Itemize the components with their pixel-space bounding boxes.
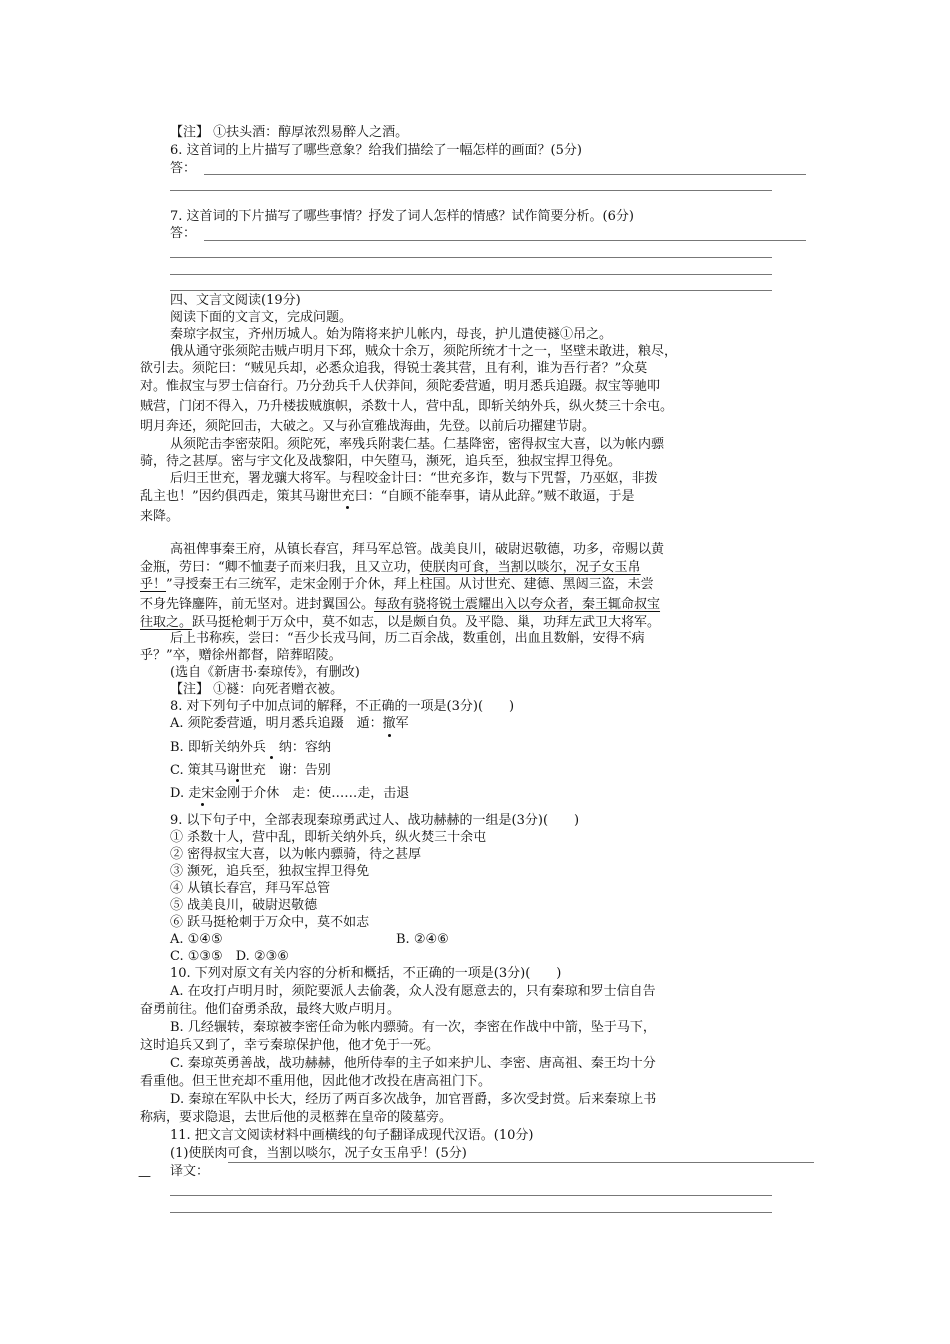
q10-option-c-cont[interactable]: 看重他。但王世充却不重用他，因此他才改投在唐高祖门下。 [140, 1074, 492, 1089]
q8-option-a[interactable]: A. 须陀委营遁，明月悉兵追蹑 遁：撤军 [170, 716, 409, 731]
answer-label-6: 答： [170, 161, 197, 176]
question-11: 11. 把文言文阅读材料中画横线的句子翻译成现代汉语。(10分) [170, 1128, 534, 1143]
emphasis-dot [270, 756, 273, 759]
q9-item-3: ③ 濒死，追兵至，独叔宝捍卫得免 [170, 864, 370, 879]
q10-option-a-cont[interactable]: 奋勇前往。他们奋勇杀敌，最终大败卢明月。 [140, 1002, 401, 1017]
underlined-sentence-2: 每敌有骁将锐士震耀出入以夸众者，秦王辄命叔宝 [374, 597, 661, 612]
underlined-sentence-1-end: 乎！ [140, 577, 167, 592]
passage-line: 骑，待之甚厚。密与宇文化及战黎阳，中矢堕马，濒死，追兵至，独叔宝捍卫得免。 [140, 454, 622, 469]
answer-line[interactable] [170, 190, 772, 191]
underlined-sentence-1: 使朕肉可食，当割以啖尔，况子女玉帛 [419, 560, 641, 575]
passage-line: 明月奔还，须陀回击，大破之。又与孙宣雅战海曲，先登。以前后功擢建节尉。 [140, 419, 596, 434]
passage-text: 跃马挺枪刺于万众中，莫不如志，以是颇自负。及平隐、巢，功拜左武卫大将军。 [192, 615, 661, 630]
passage-text: ”寻授秦王右三统军，走宋金刚于介休，拜上柱国。从讨世充、建德、黑闼三盗，未尝 [166, 577, 654, 592]
answer-line[interactable] [204, 240, 806, 241]
q10-option-b-cont[interactable]: 这时追兵又到了，幸亏秦琼保护他，他才免于一死。 [140, 1038, 440, 1053]
answer-line[interactable] [170, 274, 772, 275]
emphasis-dot [236, 779, 239, 782]
emphasis-dot [388, 734, 391, 737]
passage-line [140, 576, 654, 594]
poem-note: 【注】 ①扶头酒：醇厚浓烈易醉人之酒。 [170, 125, 409, 140]
q11-sentence-1: (1)使朕肉可食，当割以啖尔，况子女玉帛乎！(5分) [170, 1146, 467, 1161]
section-title: 四、文言文阅读(19分) [170, 293, 301, 308]
q8-option-b[interactable]: B. 即斩关纳外兵 纳：容纳 [170, 740, 331, 755]
q8-option-d[interactable]: D. 走宋金刚于介休 走：使……走，击退 [170, 786, 410, 801]
q10-option-b[interactable]: B. 几经辗转，秦琼被李密任命为帐内骠骑。有一次，李密在作战中中箭，坠于马下， [170, 1020, 656, 1035]
question-6: 6. 这首词的上片描写了哪些意象？给我们描绘了一幅怎样的画面？(5分) [170, 143, 582, 158]
q9-option-a[interactable]: A. ①④⑤ [170, 932, 223, 947]
q9-item-4: ④ 从镇长春宫，拜马军总管 [170, 881, 331, 896]
line-dash: — [138, 1169, 151, 1184]
passage-line [140, 596, 660, 614]
passage-line: 从须陀击李密荥阳。须陀死，率残兵附裴仁基。仁基降密，密得叔宝大喜，以为帐内骠 [170, 437, 665, 452]
emphasis-dot [346, 506, 349, 509]
answer-line[interactable] [204, 174, 806, 175]
q9-item-2: ② 密得叔宝大喜，以为帐内骠骑，待之甚厚 [170, 847, 422, 862]
passage-line: 乎？”卒，赠徐州都督，陪葬昭陵。 [140, 648, 342, 663]
passage-line: 俄从通守张须陀击贼卢明月下邳，贼众十余万，须陀所统才十之一，坚壁未敢进，粮尽， [170, 344, 678, 359]
passage-line: 乱主也！”因约俱西走，策其马谢世充曰：“自顾不能奉事，请从此辞。”贼不敢逼，于是 [140, 489, 635, 504]
passage-line [140, 559, 641, 577]
q10-option-d[interactable]: D. 秦琼在军队中长大，经历了两百多次战争，加官晋爵，多次受封赏。后来秦琼上书 [170, 1092, 657, 1107]
question-9: 9. 以下句子中，全部表现秦琼勇武过人、战功赫赫的一组是(3分)( ) [170, 813, 580, 828]
answer-line[interactable] [170, 257, 772, 258]
answer-line[interactable] [170, 290, 772, 291]
passage-text: 不身先锋鏖阵，前无坚对。进封翼国公。 [140, 597, 375, 612]
reading-instruction: 阅读下面的文言文，完成问题。 [170, 310, 353, 325]
answer-line[interactable] [170, 1212, 772, 1213]
answer-line[interactable] [228, 1162, 814, 1163]
q9-options-cd[interactable]: C. ①③⑤ D. ②③⑥ [170, 949, 289, 964]
answer-line[interactable] [170, 1195, 772, 1196]
passage-line: 对。惟叔宝与罗士信奋行。乃分劲兵千人伏莽间，须陀委营遁，明月悉兵追蹑。叔宝等驰叩 [140, 379, 661, 394]
q10-option-a[interactable]: A. 在攻打卢明月时，须陀要派人去偷袭，众人没有愿意去的，只有秦琼和罗士信自告 [170, 984, 656, 999]
answer-label-7: 答： [170, 226, 197, 241]
passage-line: 来降。 [140, 509, 180, 524]
q9-option-b[interactable]: B. ②④⑥ [396, 932, 449, 947]
passage-line: 高祖俾事秦王府，从镇长春宫，拜马军总管。战美良川，破尉迟敬德，功多，帝赐以黄 [170, 542, 665, 557]
q9-item-6: ⑥ 跃马挺枪刺于万众中，莫不如志 [170, 915, 370, 930]
passage-line: 后上书称疾，尝曰：“吾少长戎马间，历二百余战，数重创，出血且数斛，安得不病 [170, 631, 645, 646]
translation-label: 译文： [170, 1164, 210, 1179]
passage-line: 后归王世充，署龙骧大将军。与程咬金计曰：“世充多诈，数与下咒誓，乃巫妪，非拨 [170, 471, 658, 486]
emphasis-dot [201, 803, 204, 806]
passage-line: 贼营，门闭不得入，乃升楼拔贼旗帜，杀数十人，营中乱，即斩关纳外兵，纵火焚三十余屯。 [140, 399, 674, 414]
passage-line: 欲引去。须陀曰：“贼见兵却，必悉众追我，得锐士袭其营，且有利，谁为吾行者？”众莫 [140, 361, 648, 376]
underlined-sentence-2-end: 往取之。 [140, 615, 193, 630]
q10-option-c[interactable]: C. 秦琼英勇善战，战功赫赫，他所侍奉的主子如来护儿、李密、唐高祖、秦王均十分 [170, 1056, 656, 1071]
q9-item-1: ① 杀数十人，营中乱，即斩关纳外兵，纵火焚三十余屯 [170, 830, 487, 845]
passage-paragraph-1: 秦琼字叔宝，齐州历城人。始为隋将来护儿帐内，母丧，护儿遣使襚①吊之。 [170, 327, 613, 342]
passage-source: (选自《新唐书·秦琼传》，有删改) [170, 665, 360, 680]
q10-option-d-cont[interactable]: 称病，要求隐退，去世后他的灵柩葬在皇帝的陵墓旁。 [140, 1110, 453, 1125]
passage-text: 金瓶，劳曰：“卿不恤妻子而来归我，且又立功， [140, 560, 420, 575]
passage-note: 【注】 ①襚：向死者赠衣被。 [170, 682, 344, 697]
q8-option-c[interactable]: C. 策其马谢世充 谢：告别 [170, 763, 331, 778]
question-8: 8. 对下列句子中加点词的解释，不正确的一项是(3分)( ) [170, 699, 515, 714]
question-7: 7. 这首词的下片描写了哪些事情？抒发了词人怎样的情感？试作简要分析。(6分) [170, 209, 634, 224]
question-10: 10. 下列对原文有关内容的分析和概括，不正确的一项是(3分)( ) [170, 966, 562, 981]
q9-item-5: ⑤ 战美良川，破尉迟敬德 [170, 898, 318, 913]
